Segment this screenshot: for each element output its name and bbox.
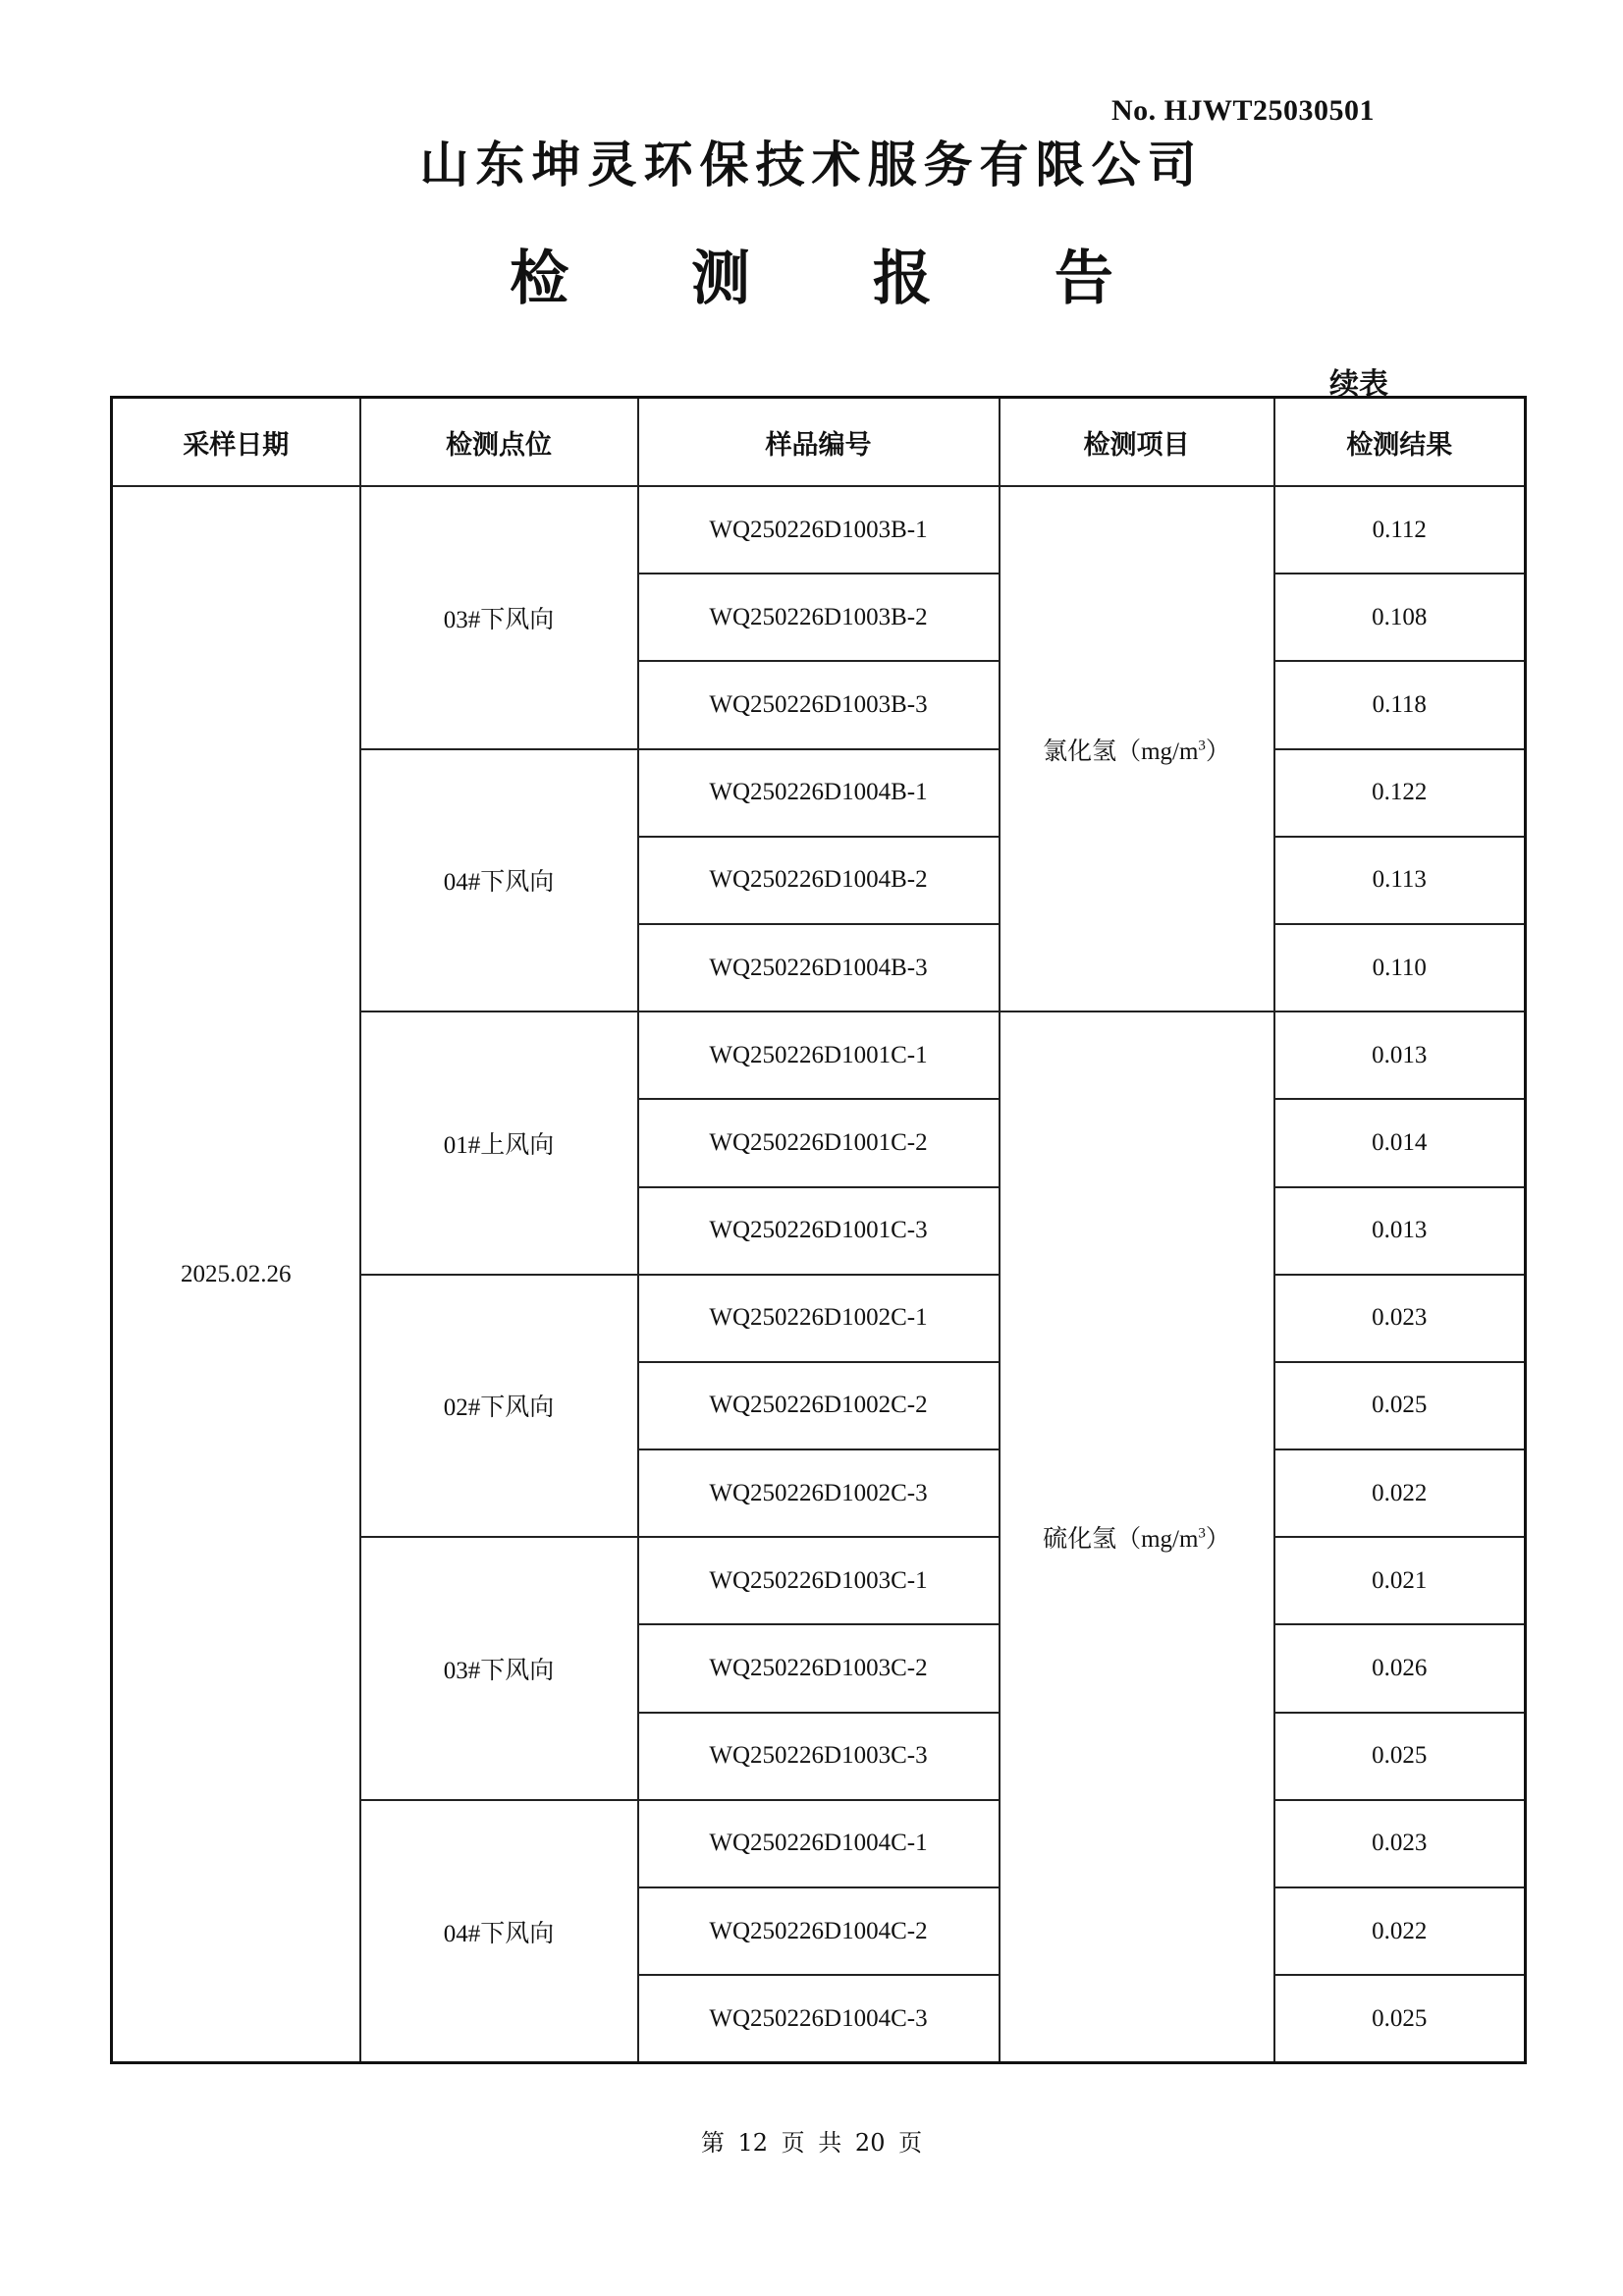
table-header-row: [112, 398, 1526, 487]
result-value: 0.113: [1274, 837, 1526, 924]
sample-id: WQ250226D1004B-3: [638, 924, 1000, 1011]
sample-id: WQ250226D1004B-1: [638, 749, 1000, 837]
point-cell: 04#下风向: [360, 1800, 638, 2063]
point-cell: 04#下风向: [360, 749, 638, 1012]
sample-id: WQ250226D1001C-1: [638, 1011, 1000, 1099]
point-cell: 01#上风向: [360, 1011, 638, 1275]
result-value: 0.025: [1274, 1975, 1526, 2063]
sample-id: WQ250226D1003B-2: [638, 574, 1000, 661]
table-row: [112, 486, 1526, 574]
sample-id: WQ250226D1002C-1: [638, 1275, 1000, 1362]
column-header-result: 检测结果: [1274, 398, 1526, 487]
sample-id: WQ250226D1002C-3: [638, 1449, 1000, 1537]
column-header-point: 检测点位: [360, 398, 638, 487]
sample-id: WQ250226D1001C-3: [638, 1187, 1000, 1275]
sample-id: WQ250226D1003C-1: [638, 1537, 1000, 1624]
sampling-date: 2025.02.26: [112, 486, 360, 2063]
result-value: 0.021: [1274, 1537, 1526, 1624]
column-header-item: 检测项目: [1000, 398, 1274, 487]
sample-id: WQ250226D1001C-2: [638, 1099, 1000, 1186]
test-item-h2s: 硫化氢$(mg/m^3)$: [1000, 1011, 1274, 2063]
result-value: 0.013: [1274, 1011, 1526, 1099]
sample-id: WQ250226D1004C-1: [638, 1800, 1000, 1887]
result-value: 0.022: [1274, 1887, 1526, 1975]
sample-id: WQ250226D1004C-3: [638, 1975, 1000, 2063]
result-value: 0.013: [1274, 1187, 1526, 1275]
result-value: 0.112: [1274, 486, 1526, 574]
sample-id: WQ250226D1003C-2: [638, 1624, 1000, 1712]
sample-id: WQ250226D1004B-2: [638, 837, 1000, 924]
point-cell: 02#下风向: [360, 1275, 638, 1538]
report-number: No. HJWT25030501: [1111, 94, 1376, 127]
point-cell: 03#下风向: [360, 1537, 638, 1800]
continued-label: 续表: [1329, 367, 1388, 402]
result-value: 0.022: [1274, 1449, 1526, 1537]
page-number: 第 12 页 共 20 页: [700, 2129, 923, 2157]
result-value: 0.023: [1274, 1800, 1526, 1887]
sample-id: WQ250226D1002C-2: [638, 1362, 1000, 1449]
results-table: [110, 396, 1527, 2064]
point-cell: 03#下风向: [360, 486, 638, 749]
sample-id: WQ250226D1003B-1: [638, 486, 1000, 574]
result-value: 0.026: [1274, 1624, 1526, 1712]
result-value: 0.110: [1274, 924, 1526, 1011]
result-value: 0.023: [1274, 1275, 1526, 1362]
result-value: 0.014: [1274, 1099, 1526, 1186]
report-title: 检 测 报 告: [510, 245, 1164, 313]
result-value: 0.025: [1274, 1713, 1526, 1800]
test-item-hcl: 氯化氢$(mg/m^3)$: [1000, 486, 1274, 1011]
sample-id: WQ250226D1003B-3: [638, 661, 1000, 748]
result-value: 0.118: [1274, 661, 1526, 748]
result-value: 0.108: [1274, 574, 1526, 661]
column-header-date: 采样日期: [112, 398, 360, 487]
company-name: 山东坤灵环保技术服务有限公司: [419, 137, 1204, 193]
sample-id: WQ250226D1004C-2: [638, 1887, 1000, 1975]
sample-id: WQ250226D1003C-3: [638, 1713, 1000, 1800]
column-header-sample: 样品编号: [638, 398, 1000, 487]
result-value: 0.025: [1274, 1362, 1526, 1449]
result-value: 0.122: [1274, 749, 1526, 837]
